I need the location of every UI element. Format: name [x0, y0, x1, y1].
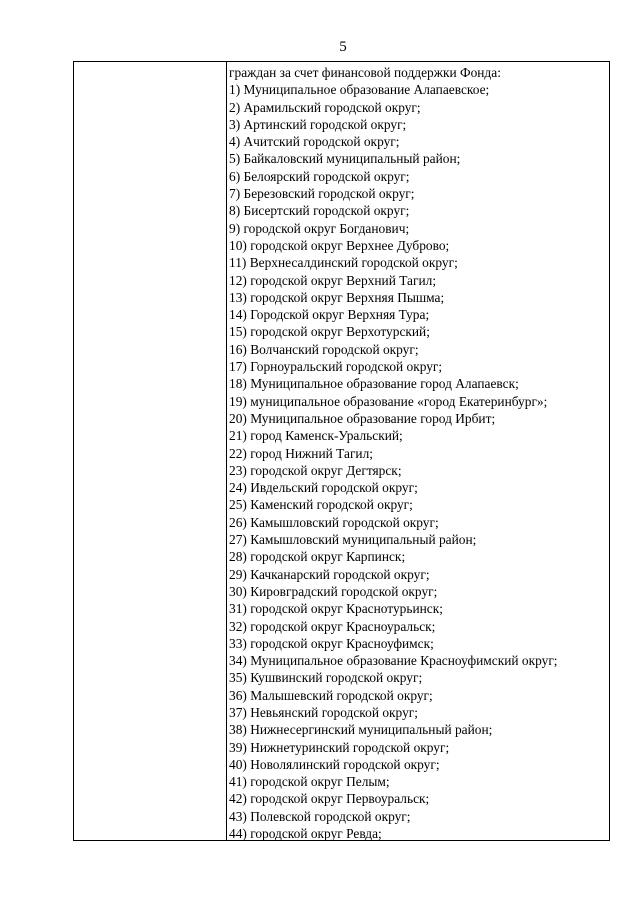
list-item: 23) городской округ Дегтярск; — [229, 462, 402, 478]
list-item: 33) городской округ Красноуфимск; — [229, 635, 434, 651]
list-item: 15) городской округ Верхотурский; — [229, 324, 430, 340]
list-item: 7) Березовский городской округ; — [229, 186, 415, 202]
list-item: 39) Нижнетуринский городской округ; — [229, 739, 450, 755]
list-item: 27) Камышловский муниципальный район; — [229, 532, 477, 548]
list-item: 30) Кировградский городской округ; — [229, 583, 438, 599]
list-item: 38) Нижнесергинский муниципальный район; — [229, 722, 493, 738]
list-item: 4) Ачитский городской округ; — [229, 134, 400, 150]
text-line: граждан за счет финансовой поддержки Фонда: — [229, 65, 501, 80]
list-item: 32) городской округ Красноуральск; — [229, 618, 436, 634]
list-item: 35) Кушвинский городской округ; — [229, 670, 423, 686]
list-item: 22) город Нижний Тагил; — [229, 445, 374, 461]
list-item: 6) Белоярский городской округ; — [229, 168, 410, 184]
list-item: 29) Качканарский городской округ; — [229, 566, 430, 582]
list-item: 25) Каменский городской округ; — [229, 497, 413, 513]
list-item: 42) городской округ Первоуральск; — [229, 791, 430, 807]
list-item: 43) Полевской городской округ; — [229, 808, 411, 824]
list-item: 17) Горноуральский городской округ; — [229, 359, 443, 375]
list-item: 13) городской округ Верхняя Пышма; — [229, 289, 445, 305]
list-item: 40) Новолялинский городской округ; — [229, 756, 440, 772]
list-item: 34) Муниципальное образование Красноуфимский округ; — [229, 653, 558, 669]
table-right-cell — [229, 64, 607, 842]
list-item: 28) городской округ Карпинск; — [229, 549, 406, 565]
list-item: 8) Бисертский городской округ; — [229, 203, 410, 219]
list-item: 5) Байкаловский муниципальный район; — [229, 151, 461, 167]
list-item: 24) Ивдельский городской округ; — [229, 480, 418, 496]
document-table — [73, 61, 610, 841]
list-item: 12) городской округ Верхний Тагил; — [229, 272, 437, 288]
list-item: 19) муниципальное образование «город Екатеринбург»; — [229, 393, 548, 409]
list-item: 9) городской округ Богданович; — [229, 220, 410, 236]
list-item: 1) Муниципальное образование Алапаевское; — [229, 82, 490, 98]
list-item: 10) городской округ Верхнее Дуброво; — [229, 237, 450, 253]
list-item: 16) Волчанский городской округ; — [229, 341, 419, 357]
list-item: 2) Арамильский городской округ; — [229, 99, 421, 115]
list-item: 3) Артинский городской округ; — [229, 116, 407, 132]
list-item: 31) городской округ Краснотурьинск; — [229, 601, 443, 617]
list-item: 41) городской округ Пелым; — [229, 774, 390, 790]
list-item: 36) Малышевский городской округ; — [229, 687, 433, 703]
list-item: 14) Городской округ Верхняя Тура; — [229, 307, 430, 323]
page-number: 5 — [339, 39, 347, 55]
list-item: 18) Муниципальное образование город Алапаевск; — [229, 376, 519, 392]
table-left-cell — [74, 62, 227, 840]
list-item: 44) городской округ Ревда; — [229, 826, 382, 842]
list-item: 26) Камышловский городской округ; — [229, 514, 439, 530]
list-item: 21) город Каменск-Уральский; — [229, 428, 403, 444]
list-item: 20) Муниципальное образование город Ирбит; — [229, 410, 496, 426]
list-item: 11) Верхнесалдинский городской округ; — [229, 255, 458, 271]
list-item: 37) Невьянский городской округ; — [229, 704, 418, 720]
